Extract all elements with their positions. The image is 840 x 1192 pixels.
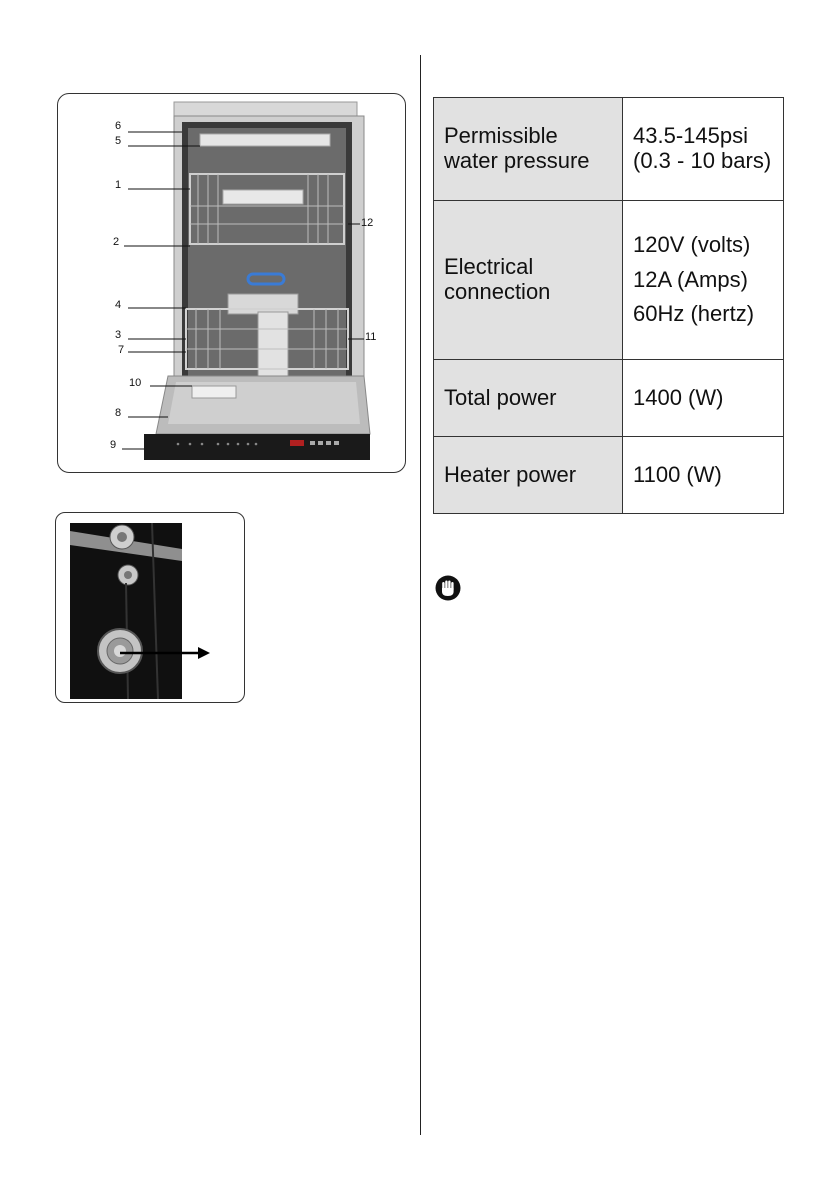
callout-7: 7	[118, 344, 125, 356]
spec-value: 43.5-145psi (0.3 - 10 bars)	[623, 98, 784, 201]
dishwasher-illustration	[58, 94, 407, 474]
table-row	[434, 437, 784, 514]
stop-hand-icon	[435, 575, 461, 601]
callout-6: 6	[115, 120, 122, 132]
table-row	[434, 201, 784, 360]
spec-value: 1100 (W)	[623, 437, 784, 514]
callout-8: 8	[115, 407, 122, 419]
callout-10: 10	[129, 377, 142, 389]
callout-1: 1	[115, 179, 122, 191]
dishwasher-figure	[57, 93, 406, 473]
spray-arm-detail-figure	[55, 512, 245, 703]
spec-label: Permissible water pressure	[434, 98, 623, 201]
spec-value: 1400 (W)	[623, 360, 784, 437]
callout-11: 11	[365, 331, 377, 343]
spray-arm-photo	[56, 513, 245, 703]
table-row	[434, 360, 784, 437]
spec-label: Heater power	[434, 437, 623, 514]
column-divider	[420, 55, 421, 1135]
spec-label: Electrical connection	[434, 201, 623, 360]
specification-table	[433, 97, 784, 514]
callout-5: 5	[115, 135, 122, 147]
spec-label: Total power	[434, 360, 623, 437]
callout-9: 9	[110, 439, 117, 451]
callout-3: 3	[115, 329, 122, 341]
callout-2: 2	[113, 236, 120, 248]
spec-value-current: 12A (Amps)	[633, 266, 748, 292]
spec-value-frequency: 60Hz (hertz)	[633, 301, 755, 327]
table-row	[434, 98, 784, 201]
callout-4: 4	[115, 299, 122, 311]
callout-12: 12	[361, 217, 374, 229]
spec-value-group	[623, 201, 784, 360]
spec-value-voltage: 120V (volts)	[633, 232, 751, 258]
